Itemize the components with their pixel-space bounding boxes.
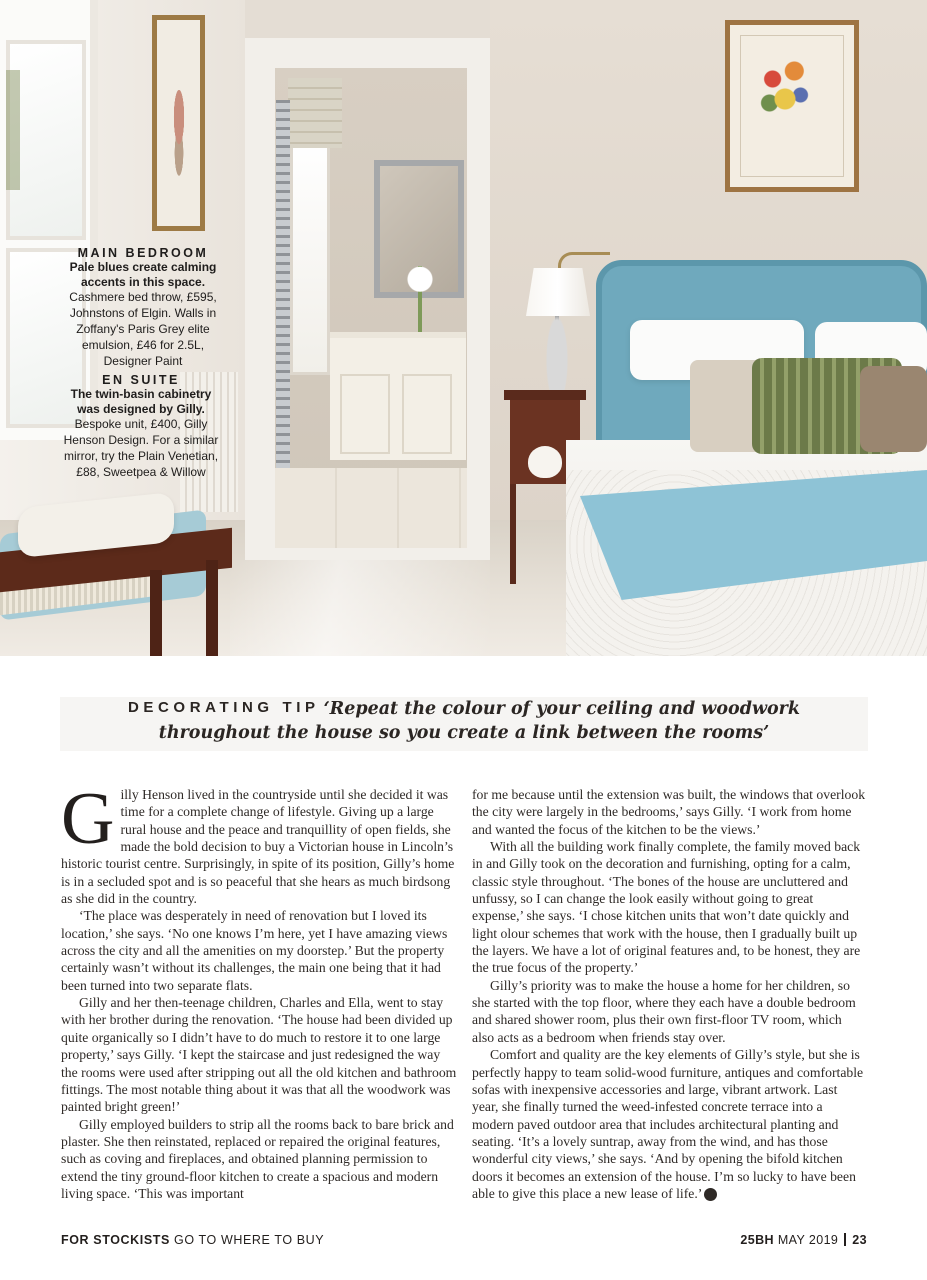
table-top [504,390,586,400]
article-paragraph: ‘The place was desperately in need of renovation but I loved its location,’ she says. ‘No one knows I’m here, yet I have amazing views across the city and all the amenities on my doorstep.’ But the property certainly wasn’t without its challenges, the main one being that it had been turned into two separate flats. [61,908,448,993]
vanity-door [340,374,390,454]
caption-body: Bespoke unit, £400, Gilly Henson Design. For a similar mirror, try the Plain Venetian, £88, Sweetpea & Willow [63,417,219,479]
twin-basin-vanity [330,332,466,460]
article-paragraph: Gilly and her then-teenage children, Charles and Ella, went to stay with her brother during the renovation. ‘The house had been divided up quite organically so I didn’t have to do much to restore it to one large property,’ says Gilly. ‘I kept the staircase and just redesigned the way the rooms were used after stripping out all the old kitchen and bathroom fittings. The most notable thing about it was that all the woodwork was painted bright green!’ [61,995,457,1115]
caption-label: EN SUITE [102,373,180,387]
folio-divider [844,1233,846,1246]
caption-lead: The twin-basin cabinetry was designed by Gilly. [70,387,212,416]
folio [740,1233,867,1247]
article-column-left [61,778,458,1202]
caption-lead: Pale blues create calming accents in this space. [69,260,217,289]
magazine-brand: 25BH [740,1233,774,1247]
tiled-floor [275,468,467,548]
framed-print-left [152,15,205,231]
vanity-door [402,374,452,454]
tree-outside [6,70,20,190]
article-paragraph: illy Henson lived in the countryside until she decided it was time for a complete change of lifestyle. Giving up a large rural house and the peace and tranquillity of open fields, she made the bold decision to buy a Victorian house in Lincoln’s historic tourist centre. Surprisingly, in spite of its position, Gilly’s home is in a secluded spot and is so peaceful that she hears as much birdsong as she did in the country. [61,787,455,907]
article-column-right [472,786,867,1202]
caption-body: Cashmere bed throw, £595, Johnstons of Elgin. Walls in Zoffany's Paris Grey elite emulsion, £46 for 2.5L, Designer Paint [69,290,217,368]
framed-botanical-print [725,20,859,192]
article-paragraph: for me because until the extension was built, the windows that overlook the city were largely in the bedrooms,’ says Gilly. ‘I work from home and wanted the focus of the kitchen to be the views.’ [472,787,866,837]
article-paragraph: Gilly’s priority was to make the house a home for her children, so she started with the top floor, where they each have a double bedroom and shared shower room, plus their own first-floor TV room, which also acts as a bedroom when friends stay over. [472,977,856,1045]
roman-blind [288,78,342,148]
sunlight-patch [230,560,490,656]
decorating-tip [60,697,868,751]
tip-quote-end: throughout the house so you create a link between the rooms’ [158,723,770,743]
stockists-text: GO TO WHERE TO BUY [169,1233,325,1247]
vase-of-flowers [398,266,442,332]
article-paragraph: Gilly employed builders to strip all the rooms back to bare brick and plaster. She then reinstated, replaced or repaired the original features, such as coving and fireplaces, and obtained planning permission to extend the tiny ground-floor kitchen to create a spacious and modern living space. ‘This was important [61,1116,454,1201]
caption-main-bedroom [62,246,224,369]
bench-leg [206,560,218,656]
en-suite-window [290,135,330,375]
heart-decoration [528,446,562,478]
issue-date: MAY 2019 [773,1233,839,1247]
end-mark-icon: 25 [704,1188,717,1201]
table-leg [510,484,516,584]
stockists-label: FOR STOCKISTS [61,1233,170,1247]
article-paragraph-text: Comfort and quality are the key elements of Gilly’s style, but she is perfectly happy to team solid-wood furniture, antiques and comfortable sofas with inexpensive accessories and large, vibrant artwork. Last year, she finally turned the weed-infested concrete terrace into a modern paved outdoor area that includes architectural planting and seating. ‘It’s a lovely suntrap, away from the wind, and has those wonderful city views,’ she says. ‘And by opening the bifold kitchen doors it becomes an extension of the house. I’m so lucky to have been able to give this place a new lease of life.’ [472,1047,864,1201]
article-paragraph-last [472,1046,867,1202]
bench-leg [150,570,162,656]
lamp-shade [526,268,590,316]
tip-quote-start: ‘Repeat the colour of your ceiling and woodwork [323,699,801,719]
caption-en-suite [58,373,224,480]
urn-artwork [167,90,191,180]
caption-label: MAIN BEDROOM [77,246,209,260]
wooden-bench [0,540,232,656]
page-number: 23 [852,1233,867,1247]
tip-label: DECORATING TIP [127,699,320,716]
drop-cap: G [61,778,115,860]
towel-rail [276,100,290,470]
glass-lamp-base [546,316,568,390]
stockists-footer [61,1233,324,1247]
tip-line-1 [60,699,868,719]
cushion [860,366,927,452]
bouquet-artwork [754,47,816,127]
article-paragraph: With all the building work finally complete, the family moved back in and Gilly took on the decoration and furnishing, opting for a calm, classic style throughout. ‘The bones of the house are uncluttered and unfussy, so I can change the look easily without going to great expense,’ she says. ‘I chose kitchen units that won’t date quickly and light olour schemes that work with the house, then I gradually built up the layers. We have a lot of original features and, to be honest, they are the true focus of the property.’ [472,839,861,976]
